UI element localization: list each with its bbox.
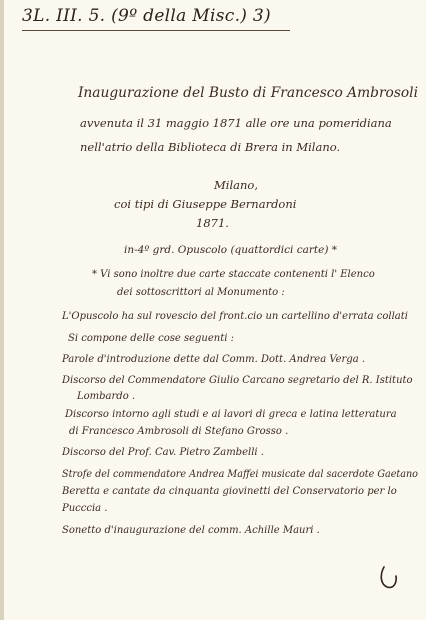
page-edge	[0, 0, 4, 620]
format-line: in-4º grd. Opuscolo (quattordici carte) *	[124, 244, 338, 256]
imprint-place: Milano,	[214, 178, 258, 192]
title-line-1: Inaugurazione del Busto di Francesco Ambrosoli	[78, 85, 418, 101]
contents-line: Strofe del commendatore Andrea Maffei musicate dal sacerdote Gaetano	[62, 469, 418, 480]
contents-line: Discorso del Commendatore Giulio Carcano segretario del R. Istituto	[62, 375, 413, 386]
contents-line: Sonetto d'inaugurazione del comm. Achille Mauri .	[62, 525, 320, 536]
remark-line-1: L'Opuscolo ha sul rovescio del front.cio un cartellino d'errata collati	[62, 311, 408, 322]
imprint-printer: coi tipi di Giuseppe Bernardoni	[114, 197, 297, 211]
note-line-1: * Vi sono inoltre due carte staccate contenenti l' Elenco	[92, 269, 375, 280]
note-line-2: dei sottoscrittori al Monumento :	[117, 287, 285, 298]
contents-line: Pucccia .	[62, 503, 108, 514]
contents-line: Discorso intorno agli studi e ai lavori di greca e latina letteratura	[65, 409, 397, 420]
shelfmark: 3L. III. 5. (9º della Misc.) 3)	[22, 6, 271, 26]
contents-line: Lombardo .	[77, 391, 136, 402]
contents-line: Beretta e cantate da cinquanta giovinetti del Conservatorio per lo	[62, 486, 397, 497]
title-line-3: nell'atrio della Biblioteca di Brera in Milano.	[80, 140, 341, 154]
hook-mark-icon	[378, 564, 400, 590]
contents-line: di Francesco Ambrosoli di Stefano Grosso .	[69, 426, 289, 437]
remark-line-2: Si compone delle cose seguenti :	[68, 333, 234, 344]
shelfmark-underline	[22, 30, 290, 31]
title-line-2: avvenuta il 31 maggio 1871 alle ore una pomeridiana	[80, 116, 392, 130]
contents-line: Parole d'introduzione dette dal Comm. Dott. Andrea Verga .	[62, 354, 366, 365]
contents-line: Discorso del Prof. Cav. Pietro Zambelli .	[62, 447, 264, 458]
imprint-year: 1871.	[196, 216, 229, 230]
